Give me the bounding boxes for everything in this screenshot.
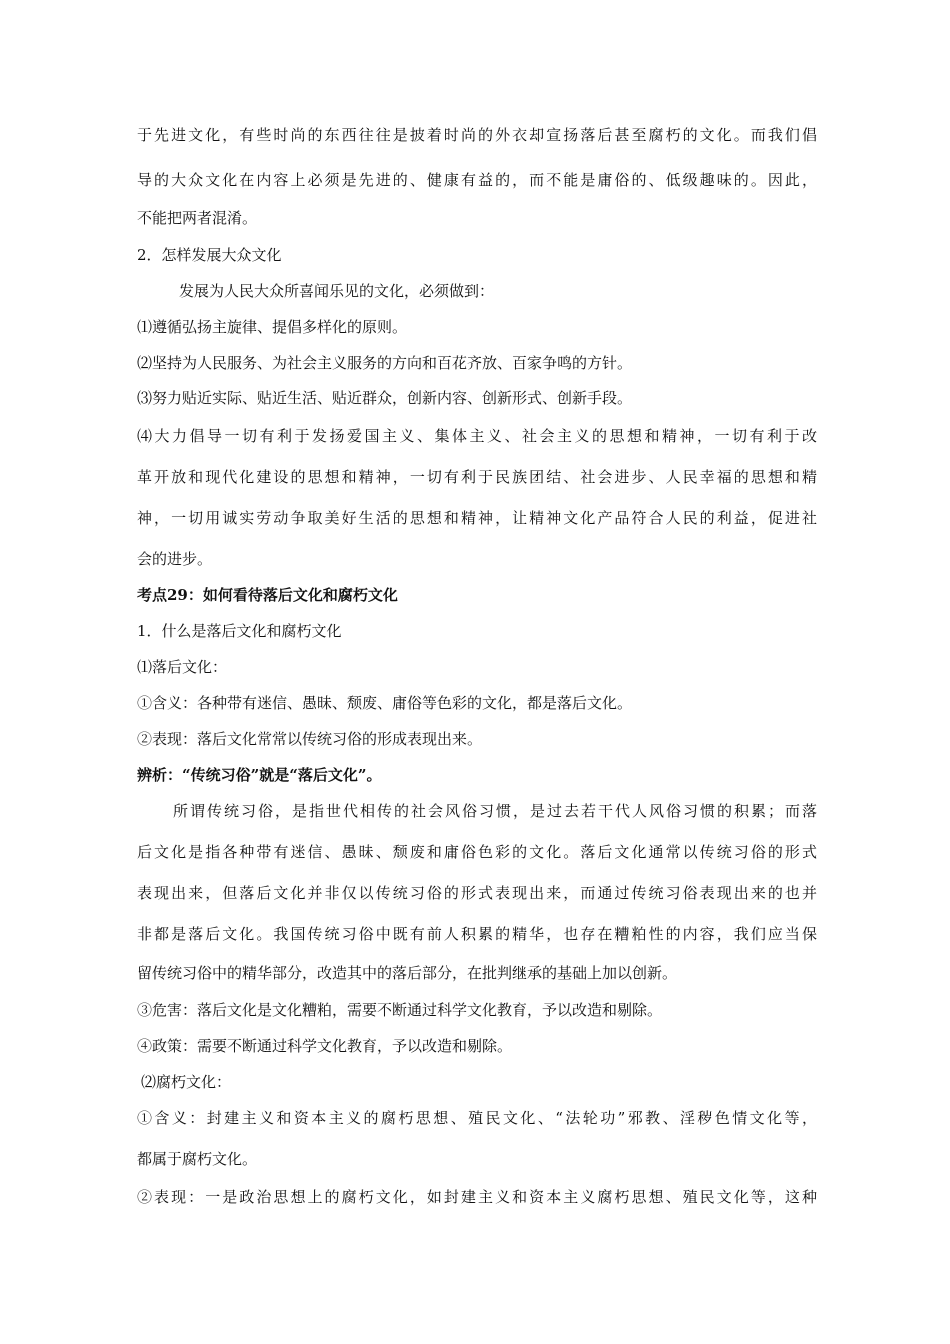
section-heading: 1．什么是落后文化和腐朽文化 [137,622,342,640]
paragraph-line: 神，一切用诚实劳动争取美好生活的思想和精神，让精神文化产品符合人民的利益，促进社 [137,509,817,527]
list-item: ②表现：落后文化常常以传统习俗的形成表现出来。 [137,730,483,748]
paragraph-line: 非都是落后文化。我国传统习俗中既有前人积累的精华，也存在糟粕性的内容，我们应当保 [137,925,817,943]
subsection-heading: ⑵腐朽文化： [141,1073,232,1091]
list-item: ④政策：需要不断通过科学文化教育，予以改造和剔除。 [137,1037,513,1055]
paragraph-line: 都属于腐朽文化。 [137,1150,258,1168]
paragraph-line: 不能把两者混淆。 [137,209,258,227]
list-item: ⑵坚持为人民服务、为社会主义服务的方向和百花齐放、百家争鸣的方针。 [137,354,633,372]
section-heading: 2．怎样发展大众文化 [137,246,282,264]
list-item: ①含义：各种带有迷信、愚昧、颓废、庸俗等色彩的文化，都是落后文化。 [137,694,633,712]
paragraph-line: 于先进文化，有些时尚的东西往往是披着时尚的外衣却宣扬落后甚至腐朽的文化。而我们倡 [137,126,817,144]
paragraph-line: 革开放和现代化建设的思想和精神，一切有利于民族团结、社会进步、人民幸福的思想和精 [137,468,817,486]
paragraph-line: 表现出来，但落后文化并非仅以传统习俗的形式表现出来，而通过传统习俗表现出来的也并 [137,884,817,902]
paragraph-line: 会的进步。 [137,550,213,568]
analysis-heading: 辨析：“传统习俗”就是“落后文化”。 [137,766,382,784]
list-item: ⑶努力贴近实际、贴近生活、贴近群众，创新内容、创新形式、创新手段。 [137,389,633,407]
list-item: ①含义：封建主义和资本主义的腐朽思想、殖民文化、“法轮功”邪教、淫秽色情文化等， [137,1109,817,1127]
list-item: ②表现：一是政治思想上的腐朽文化，如封建主义和资本主义腐朽思想、殖民文化等，这种 [137,1188,817,1206]
list-item: ⑷大力倡导一切有利于发扬爱国主义、集体主义、社会主义的思想和精神，一切有利于改 [137,427,817,445]
paragraph-line: 后文化是指各种带有迷信、愚昧、颓废和庸俗色彩的文化。落后文化通常以传统习俗的形式 [137,843,817,861]
subsection-heading: ⑴落后文化： [137,658,228,676]
list-item: ③危害：落后文化是文化糟粕，需要不断通过科学文化教育，予以改造和剔除。 [137,1001,663,1019]
paragraph-line: 留传统习俗中的精华部分，改造其中的落后部分，在批判继承的基础上加以创新。 [137,964,678,982]
paragraph-line: 所谓传统习俗，是指世代相传的社会风俗习惯，是过去若干代人风俗习惯的积累；而落 [173,802,817,820]
paragraph-line: 发展为人民大众所喜闻乐见的文化，必须做到： [179,282,495,300]
paragraph-line: 导的大众文化在内容上必须是先进的、健康有益的，而不能是庸俗的、低级趣味的。因此， [137,171,817,189]
topic-heading: 考点29：如何看待落后文化和腐朽文化 [137,586,398,604]
list-item: ⑴遵循弘扬主旋律、提倡多样化的原则。 [137,318,408,336]
